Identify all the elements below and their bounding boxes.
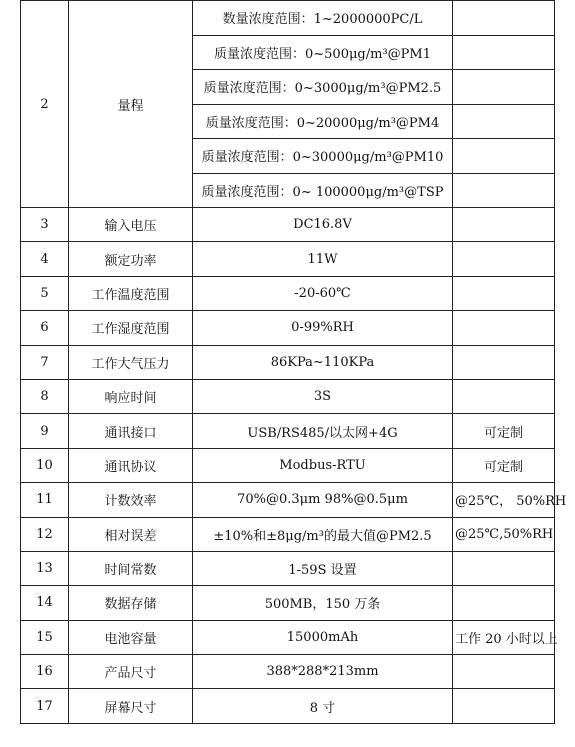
- row-value: 质量浓度范围：0~20000μg/m³@PM4: [193, 104, 453, 139]
- row-note: [453, 173, 555, 208]
- row-note: [453, 345, 555, 379]
- row-index: 15: [21, 620, 69, 654]
- row-value: ±10%和±8μg/m³的最大值@PM2.5: [193, 517, 453, 551]
- row-note: [453, 139, 555, 174]
- row-value: USB/RS485/以太网+4G: [193, 414, 453, 448]
- row-value: 质量浓度范围：0~ 100000μg/m³@TSP: [193, 173, 453, 208]
- table-row: [21, 483, 555, 517]
- row-note: 工作 20 小时以上: [453, 620, 555, 654]
- row-note: @25℃， 50%RH: [453, 483, 555, 517]
- row-name: 计数效率: [69, 483, 193, 517]
- row-index: 6: [21, 311, 69, 345]
- table-row: [21, 311, 555, 345]
- row-name: 电池容量: [69, 620, 193, 654]
- row-name: 工作温度范围: [69, 276, 193, 310]
- table-row: [21, 208, 555, 242]
- row-value: -20-60℃: [193, 276, 453, 310]
- row-name: 量程: [69, 1, 193, 208]
- row-name: 通讯接口: [69, 414, 193, 448]
- row-value: 质量浓度范围：0~500μg/m³@PM1: [193, 35, 453, 70]
- row-name: 工作大气压力: [69, 345, 193, 379]
- row-value: 70%@0.3μm 98%@0.5μm: [193, 483, 453, 517]
- row-note: 可定制: [453, 448, 555, 482]
- row-index: 12: [21, 517, 69, 551]
- row-note: @25℃,50%RH: [453, 517, 555, 551]
- row-note: [453, 586, 555, 620]
- table-row: [21, 655, 555, 689]
- row-value: 15000mAh: [193, 620, 453, 654]
- row-note: 可定制: [453, 414, 555, 448]
- row-name: 产品尺寸: [69, 655, 193, 689]
- row-value: 11W: [193, 242, 453, 276]
- row-value: 86KPa~110KPa: [193, 345, 453, 379]
- row-note: [453, 311, 555, 345]
- row-value: Modbus-RTU: [193, 448, 453, 482]
- row-note: [453, 35, 555, 70]
- table-row: [21, 517, 555, 551]
- table-row: [21, 242, 555, 276]
- row-value: 0-99%RH: [193, 311, 453, 345]
- row-index: 13: [21, 551, 69, 585]
- table-row: [21, 345, 555, 379]
- row-note: [453, 276, 555, 310]
- table-row: [21, 414, 555, 448]
- row-value: 1-59S 设置: [193, 551, 453, 585]
- row-note: [453, 655, 555, 689]
- row-name: 通讯协议: [69, 448, 193, 482]
- row-name: 工作湿度范围: [69, 311, 193, 345]
- row-index: 17: [21, 689, 69, 723]
- table-row: [21, 551, 555, 585]
- row-value: DC16.8V: [193, 208, 453, 242]
- spec-table-body: [21, 1, 567, 724]
- row-index: 3: [21, 208, 69, 242]
- row-name: 输入电压: [69, 208, 193, 242]
- row-name: 屏幕尺寸: [69, 689, 193, 723]
- row-note: [453, 1, 555, 36]
- row-index: 11: [21, 483, 69, 517]
- row-note: [453, 70, 555, 105]
- row-value: 8 寸: [193, 689, 453, 723]
- row-name: 额定功率: [69, 242, 193, 276]
- row-value: 质量浓度范围：0~3000μg/m³@PM2.5: [193, 70, 453, 105]
- row-value: 388*288*213mm: [193, 655, 453, 689]
- table-row: [21, 620, 555, 654]
- table-row: [21, 1, 555, 36]
- row-name: 相对误差: [69, 517, 193, 551]
- row-value: 质量浓度范围：0~30000μg/m³@PM10: [193, 139, 453, 174]
- row-note: [453, 208, 555, 242]
- row-value: 500MB，150 万条: [193, 586, 453, 620]
- row-index: 14: [21, 586, 69, 620]
- row-name: 数据存储: [69, 586, 193, 620]
- row-index: 8: [21, 379, 69, 413]
- row-note: [453, 104, 555, 139]
- row-index: 7: [21, 345, 69, 379]
- row-index: 16: [21, 655, 69, 689]
- row-note: [453, 242, 555, 276]
- row-value: 数量浓度范围：1~2000000PC/L: [193, 1, 453, 36]
- table-row: [21, 586, 555, 620]
- row-index: 2: [21, 1, 69, 208]
- row-index: 4: [21, 242, 69, 276]
- row-name: 时间常数: [69, 551, 193, 585]
- row-note: [453, 551, 555, 585]
- table-row: [21, 448, 555, 482]
- row-name: 响应时间: [69, 379, 193, 413]
- row-note: [453, 379, 555, 413]
- table-row: [21, 276, 555, 310]
- row-note: [453, 689, 555, 723]
- row-index: 9: [21, 414, 69, 448]
- spec-table: [20, 0, 567, 724]
- row-index: 10: [21, 448, 69, 482]
- table-row: [21, 689, 555, 723]
- table-row: [21, 379, 555, 413]
- row-value: 3S: [193, 379, 453, 413]
- row-index: 5: [21, 276, 69, 310]
